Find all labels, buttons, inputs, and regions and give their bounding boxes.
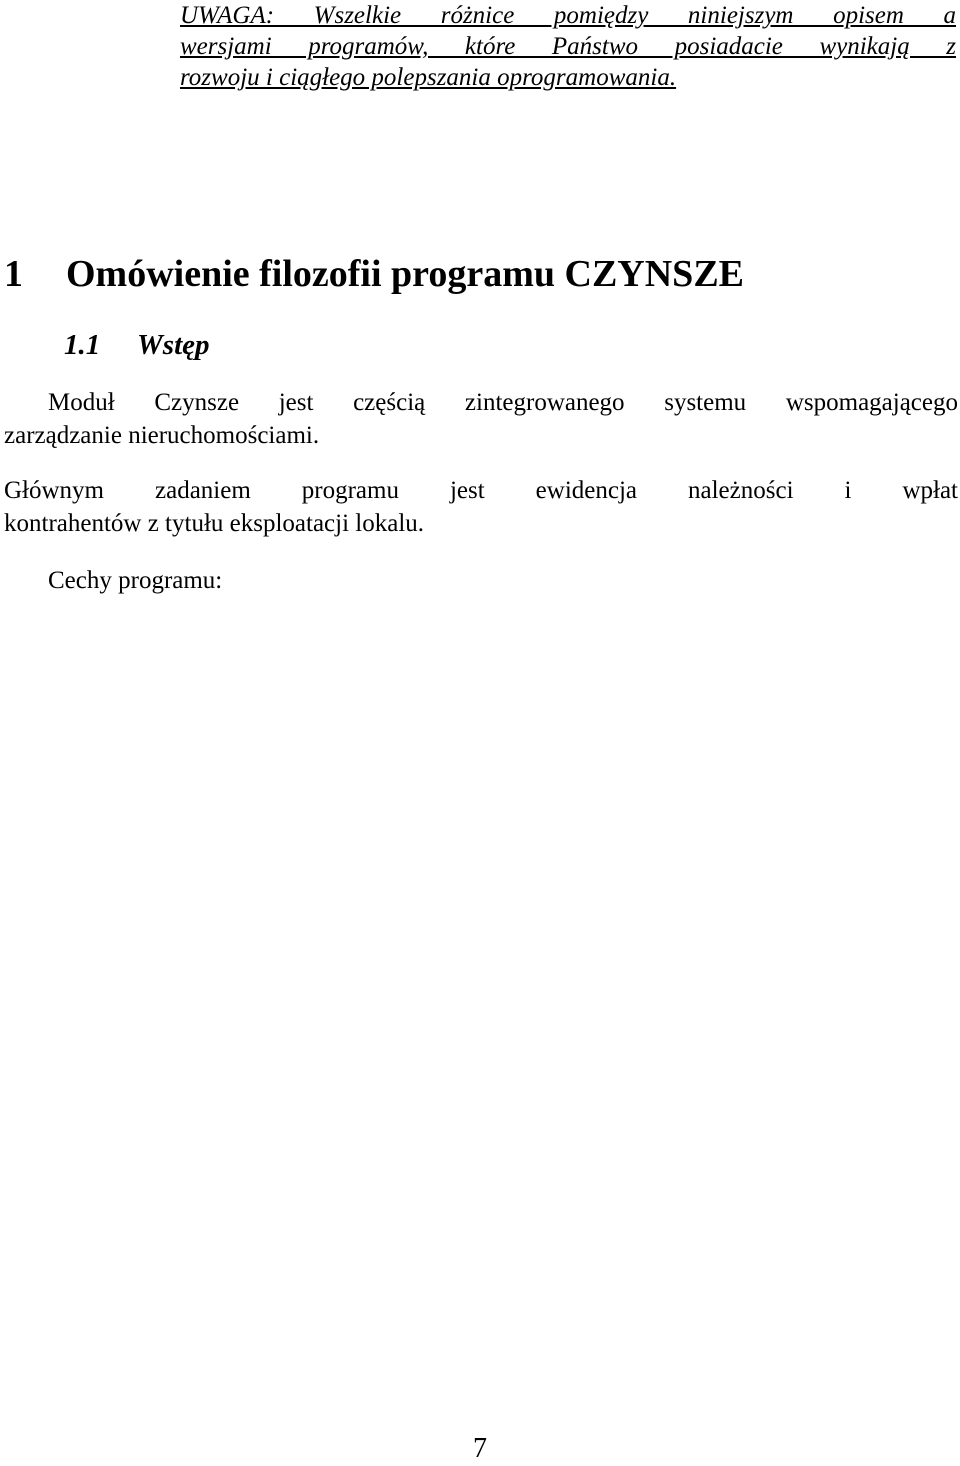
paragraph-line: kontrahentów z tytułu eksploatacji lokalu.	[4, 510, 425, 537]
subsection-title: Wstęp	[137, 329, 210, 361]
paragraph-line: Głównym zadaniem programu jest ewidencja należności i wpłat	[4, 477, 958, 504]
paragraph-line: Moduł Czynsze jest częścią zintegrowanego systemu wspomagającego	[48, 389, 958, 416]
notice-line: UWAGA: Wszelkie różnice pomiędzy niniejszym opisem a	[180, 2, 956, 29]
paragraph-features	[4, 564, 958, 597]
paragraph-line: Cechy programu:	[48, 567, 223, 594]
paragraph-intro	[4, 386, 958, 452]
notice-line: rozwoju i ciągłego polepszania oprogramowania.	[180, 64, 677, 91]
section-title: Omówienie filozofii programu CZYNSZE	[66, 253, 745, 295]
notice-block	[180, 0, 956, 93]
subsection-number: 1.1	[64, 329, 101, 361]
notice-line: wersjami programów, które Państwo posiadacie wynikają z	[180, 33, 956, 60]
paragraph-line: zarządzanie nieruchomościami.	[4, 422, 320, 449]
paragraph-main-task	[4, 474, 958, 540]
page-number: 7	[473, 1433, 487, 1464]
subsection-heading	[64, 326, 210, 364]
section-number: 1	[4, 253, 23, 295]
section-heading	[4, 250, 744, 298]
